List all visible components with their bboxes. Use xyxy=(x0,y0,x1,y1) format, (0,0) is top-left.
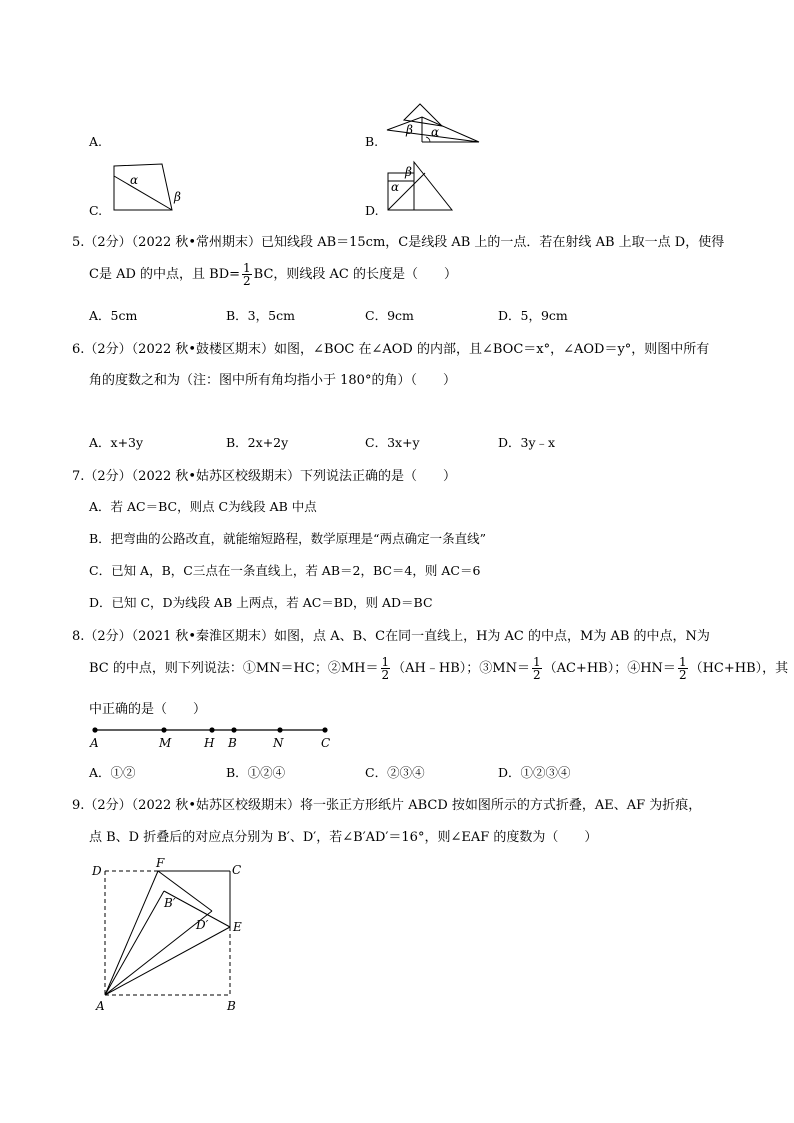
q8-stem-part-1: BC 的中点，则下列说法：①MN＝HC；②MH＝ xyxy=(89,661,379,676)
q4-figure-b xyxy=(384,104,484,146)
q4c-beta: β xyxy=(174,190,181,204)
q8-frac3-den: 2 xyxy=(678,668,687,682)
q7-option-b: B．把弯曲的公路改直，就能缩短路程，数学原理是“两点确定一条直线” xyxy=(89,531,486,546)
q4-option-c: C. xyxy=(89,203,103,218)
q6-option-d: D．3y﹣x xyxy=(498,435,556,450)
q8-point-c: C xyxy=(321,736,331,750)
q4-figure-d xyxy=(385,160,457,214)
q8-frac3-num: 1 xyxy=(678,655,687,669)
q5-stem-line1: 5.（2分）（2022 秋•常州期末）已知线段 AB＝15cm，C是线段 AB 上的一点．若在射线 AB 上取一点 D，使得 xyxy=(72,235,725,250)
q6-stem-line2: 角的度数之和为（注：图中所有角均指小于 180°的角）（ ） xyxy=(89,373,456,388)
q8-point-a: A xyxy=(90,736,99,750)
q4b-beta: β xyxy=(406,123,413,137)
q9-label-f: F xyxy=(156,856,165,870)
q8-point-b: B xyxy=(228,736,237,750)
q5-frac-num: 1 xyxy=(243,261,251,275)
q5-fraction xyxy=(242,262,252,287)
q8-stem-line1: 8.（2分）（2021 秋•秦淮区期末）如图，点 A、B、C在同一直线上，H为 AC 的中点，M为 AB 的中点，N为 xyxy=(72,629,710,644)
q9-label-e: E xyxy=(233,920,242,934)
q9-folding-figure xyxy=(90,855,250,1015)
q5-option-c: C．9cm xyxy=(365,308,414,323)
q4b-alpha: α xyxy=(431,125,440,139)
q8-option-b: B．①②④ xyxy=(226,765,286,780)
q4-figure-c xyxy=(110,164,190,214)
q8-stem-part-2: （AH﹣HB）；③MN＝ xyxy=(392,661,530,676)
q4d-alpha: α xyxy=(391,180,400,194)
q8-stem-part-3: （AC+HB）；④HN＝ xyxy=(543,661,676,676)
q9-stem-line2: 点 B、D 折叠后的对应点分别为 B′、D′，若∠B′AD′＝16°，则∠EAF 的度数为（ ） xyxy=(89,830,598,845)
q8-stem-part-4: （HC+HB），其 xyxy=(689,661,789,676)
q9-stem-line1: 9.（2分）（2022 秋•姑苏区校级期末）将一张正方形纸片 ABCD 按如图所示的方式折叠，AE、AF 为折痕， xyxy=(72,798,702,813)
q9-label-d: D xyxy=(92,864,102,878)
q8-stem-line3: 中正确的是（ ） xyxy=(89,702,207,717)
q4-option-b: B. xyxy=(365,134,379,149)
q5-stem-part-a: C是 AD 的中点，且 BD= xyxy=(89,267,241,282)
q4d-beta: β xyxy=(405,165,412,179)
q7-option-a: A．若 AC＝BC，则点 C为线段 AB 中点 xyxy=(89,499,317,514)
q6-option-b: B．2x+2y xyxy=(226,435,289,450)
q8-frac1-den: 2 xyxy=(381,668,390,682)
q6-stem-line1: 6.（2分）（2022 秋•鼓楼区期末）如图，∠BOC 在∠AOD 的内部，且∠BOC＝x°，∠AOD＝y°，则图中所有 xyxy=(72,342,710,357)
q8-option-c: C．②③④ xyxy=(365,765,425,780)
q8-frac1-num: 1 xyxy=(381,655,390,669)
q8-point-h: H xyxy=(204,736,215,750)
q5-stem-part-b: BC，则线段 AC 的长度是（ ） xyxy=(253,267,458,282)
q8-point-m: M xyxy=(159,736,172,750)
q7-option-c: C．已知 A，B，C三点在一条直线上，若 AB＝2，BC＝4，则 AC＝6 xyxy=(89,563,481,578)
q8-point-n: N xyxy=(273,736,284,750)
q5-stem-line2 xyxy=(89,262,457,287)
q4-option-d: D. xyxy=(365,203,379,218)
q8-fraction-2 xyxy=(532,656,542,681)
q8-number-line xyxy=(88,722,338,752)
q8-option-a: A．①② xyxy=(89,765,136,780)
q8-stem-line2 xyxy=(89,656,788,681)
q8-frac2-num: 1 xyxy=(532,655,541,669)
q8-fraction-3 xyxy=(678,656,688,681)
q5-frac-den: 2 xyxy=(243,274,251,288)
q5-option-d: D．5，9cm xyxy=(498,308,568,323)
q9-label-a: A xyxy=(96,999,105,1013)
q4c-alpha: α xyxy=(130,173,139,187)
q6-option-a: A．x+3y xyxy=(89,435,144,450)
q8-frac2-den: 2 xyxy=(532,668,541,682)
q6-option-c: C．3x+y xyxy=(365,435,420,450)
q5-option-b: B．3，5cm xyxy=(226,308,295,323)
q8-option-d: D．①②③④ xyxy=(498,765,571,780)
q9-label-c: C xyxy=(232,863,242,877)
q7-option-d: D．已知 C，D为线段 AB 上两点，若 AC＝BD，则 AD＝BC xyxy=(89,595,433,610)
q8-fraction-1 xyxy=(381,656,391,681)
q9-label-b: B xyxy=(227,999,236,1013)
q9-label-b-prime: B′ xyxy=(164,896,176,910)
q5-option-a: A．5cm xyxy=(89,308,138,323)
q9-label-d-prime: D′ xyxy=(196,918,209,932)
q4-option-a: A. xyxy=(89,134,103,149)
q7-stem: 7.（2分）（2022 秋•姑苏区校级期末）下列说法正确的是（ ） xyxy=(72,469,457,484)
